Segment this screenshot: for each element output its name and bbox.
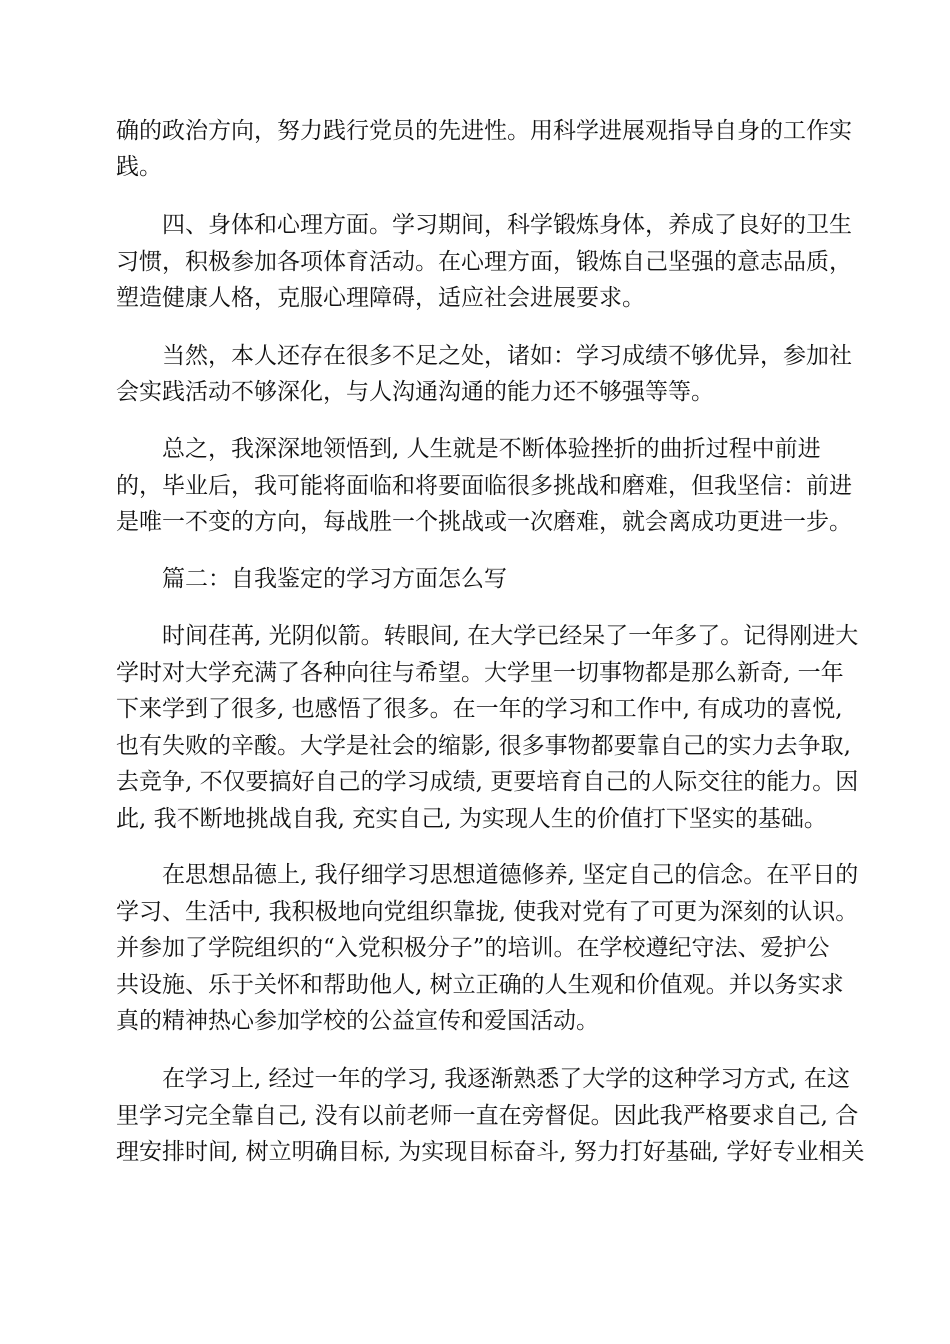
- text-line: 也有失败的辛酸。大学是社会的缩影, 很多事物都要靠自己的实力去争取,: [116, 733, 851, 759]
- text-line: 践。: [116, 154, 162, 180]
- text-line: 并参加了学院组织的“入党积极分子”的培训。在学校遵纪守法、爱护公: [116, 935, 830, 961]
- text-line: 四、身体和心理方面。学习期间，科学锻炼身体，养成了良好的卫生: [162, 212, 852, 238]
- text-line: 理安排时间, 树立明确目标, 为实现目标奋斗, 努力打好基础, 学好专业相关: [116, 1139, 865, 1165]
- text-line: 下来学到了很多, 也感悟了很多。在一年的学习和工作中, 有成功的喜悦,: [116, 696, 843, 722]
- text-line: 此, 我不断地挑战自我, 充实自己, 为实现人生的价值打下坚实的基础。: [116, 806, 827, 832]
- text-line: 里学习完全靠自己, 没有以前老师一直在旁督促。因此我严格要求自己, 合: [116, 1103, 859, 1129]
- text-line: 会实践活动不够深化，与人沟通沟通的能力还不够强等等。: [116, 379, 714, 405]
- text-line: 确的政治方向，努力践行党员的先进性。用科学进展观指导自身的工作实: [116, 118, 852, 144]
- text-line: 是唯一不变的方向，每战胜一个挑战或一次磨难，就会离成功更进一步。: [116, 509, 852, 535]
- text-line: 当然，本人还存在很多不足之处，诸如：学习成绩不够优异，参加社: [162, 343, 852, 369]
- text-line: 在学习上, 经过一年的学习, 我逐渐熟悉了大学的这种学习方式, 在这: [162, 1066, 850, 1092]
- text-line: 学时对大学充满了各种向往与希望。大学里一切事物都是那么新奇, 一年: [116, 660, 844, 686]
- text-line: 学习、生活中, 我积极地向党组织靠拢, 使我对党有了可更为深刻的认识。: [116, 899, 859, 925]
- text-line: 习惯，积极参加各项体育活动。在心理方面，锻炼自己坚强的意志品质，: [116, 249, 852, 275]
- text-line: 在思想品德上, 我仔细学习思想道德修养, 坚定自己的信念。在平日的: [162, 862, 859, 888]
- section-heading: 篇二：自我鉴定的学习方面怎么写: [162, 566, 507, 592]
- text-line: 真的精神热心参加学校的公益宣传和爱国活动。: [116, 1008, 599, 1034]
- text-line: 总之，我深深地领悟到, 人生就是不断体验挫折的曲折过程中前进: [162, 436, 821, 462]
- text-line: 去竞争, 不仅要搞好自己的学习成绩, 更要培育自己的人际交往的能力。因: [116, 769, 859, 795]
- text-line: 塑造健康人格，克服心理障碍，适应社会进展要求。: [116, 285, 645, 311]
- text-line: 时间荏苒, 光阴似箭。转眼间, 在大学已经呆了一年多了。记得刚进大: [162, 623, 859, 649]
- text-line: 的，毕业后，我可能将面临和将要面临很多挑战和磨难，但我坚信：前进: [116, 473, 852, 499]
- text-line: 共设施、乐于关怀和帮助他人, 树立正确的人生观和价值观。并以务实求: [116, 972, 844, 998]
